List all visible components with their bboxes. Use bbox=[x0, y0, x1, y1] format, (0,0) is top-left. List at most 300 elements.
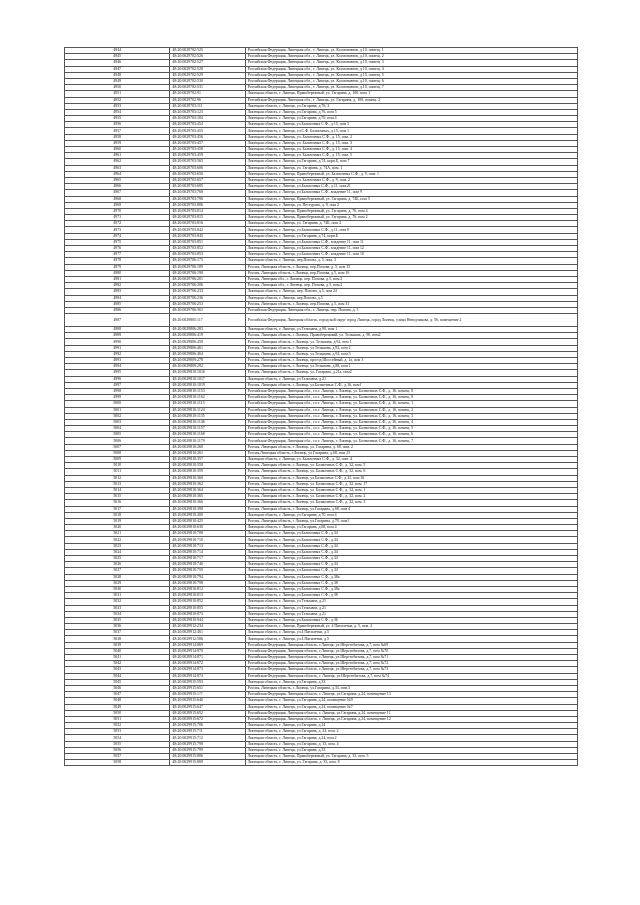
row-number: 5022 bbox=[65, 537, 170, 543]
cadastral-number: 48:20:0029810:750 bbox=[170, 568, 245, 574]
row-number: 4978 bbox=[65, 258, 170, 264]
cadastral-number: 48:20:0029702:526 bbox=[170, 54, 245, 60]
cadastral-number: 48:20:0029810:357 bbox=[170, 457, 245, 463]
address-cell: Российская Федерация, Липецкая область, г.Липецк, ул.Шерстобитова, д.7, пом №73 bbox=[245, 667, 577, 673]
row-number: 5014 bbox=[65, 487, 170, 493]
row-number: 5011 bbox=[65, 469, 170, 475]
row-number: 5042 bbox=[65, 661, 170, 667]
row-number: 5050 bbox=[65, 710, 170, 716]
cadastral-number: 48:20:0029706:253 bbox=[170, 301, 245, 307]
address-cell: Липецкая область, г. Липецк, пер.Попова, д.5 bbox=[245, 295, 577, 301]
cadastral-number: 48:20:0029915:1?? bbox=[170, 692, 245, 698]
address-cell: Россия, Липецкая область, г. Липецк, ул. Балмочных С.Ф., д. 32, пом. 6 bbox=[245, 469, 577, 475]
row-number: 4945 bbox=[65, 54, 170, 60]
row-number: 5037 bbox=[65, 630, 170, 636]
row-number: 4996 bbox=[65, 376, 170, 382]
cadastral-number: 48:20:0029703:806 bbox=[170, 202, 245, 208]
cadastral-number: 48:20:0029912:234 bbox=[170, 624, 245, 630]
cadastral-number: 48:20:0029702:530 bbox=[170, 78, 245, 84]
address-cell: Липецкая область, г. Липецк, ул.Балмочных С.Ф., д.34 bbox=[245, 562, 577, 568]
address-cell: Россия, Липецкая область, г. Липецк, ул. Балмочных С.Ф., д. 32, пом. 3 bbox=[245, 500, 577, 506]
address-cell: Липецкая область, г. Липецк, ул.Балмочных С.Ф., д.38 bbox=[245, 593, 577, 599]
address-cell: Россия, Липецкая область, г. Липецк, ул.Балмочных С.Ф., д.16, пом1 bbox=[245, 382, 577, 388]
address-cell: Россия, Липецкая область, г. Липецк, ул. Гагарина, д.21а, пом2 bbox=[245, 370, 577, 376]
address-cell: Российская Федерация, Липецкая область, г.Липецк, ул.Шерстобитова, д.7, пом №70 bbox=[245, 648, 577, 654]
cadastral-number: 48:20:0029810:746 bbox=[170, 562, 245, 568]
address-cell: Липецкая область, г. Липецк, ул.С.Ф. Балмочных, д.15, пом 1 bbox=[245, 128, 577, 134]
row-number: 5015 bbox=[65, 494, 170, 500]
cadastral-number: 48:20:0029810:717 bbox=[170, 556, 245, 562]
row-number: 4987 bbox=[65, 314, 170, 327]
row-number: 4993 bbox=[65, 358, 170, 364]
cadastral-number: 48:20:0029810:425 bbox=[170, 518, 245, 524]
row-number: 5051 bbox=[65, 716, 170, 722]
table-row bbox=[65, 760, 578, 766]
address-cell: Липецкая область, г. Липецк, ул.Тельмана, д.90, пом 1 bbox=[245, 327, 577, 333]
row-number: 5000 bbox=[65, 401, 170, 407]
address-cell: Липецкая область, г. Липецк, ул. Пестурова, д. 9, пом 2 bbox=[245, 202, 577, 208]
cadastral-number: 48:20:0029703:456 bbox=[170, 134, 245, 140]
row-number: 5010 bbox=[65, 463, 170, 469]
row-number: 4950 bbox=[65, 85, 170, 91]
address-cell: Липецкая область, г. Липецк, ул.Тельмана, д.21 bbox=[245, 376, 577, 382]
row-number: 4994 bbox=[65, 364, 170, 370]
cadastral-number: 48:20:0029915:646 bbox=[170, 698, 245, 704]
address-cell: Российская Федерация, Липецкая обл., г.о.г. Липецк, г. Липецк, ул. Балмочных С.Ф., д. 16, помещ. 4 bbox=[245, 419, 577, 425]
cadastral-number: 48:20:0029810:812 bbox=[170, 586, 245, 592]
address-cell: Россия, Липецкая область, г. Липецк, ул.Тельмана, д.92, пом 2 bbox=[245, 345, 577, 351]
row-number: 4964 bbox=[65, 171, 170, 177]
row-number: 4955 bbox=[65, 116, 170, 122]
address-cell: Российская Федерация, Липецкая область, г. Липецк, ул.Гагарина, д.24, помещение 13 bbox=[245, 692, 577, 698]
cadastral-number: 48:20:0029810:630 bbox=[170, 525, 245, 531]
cadastral-number: 48:20:0029912:461 bbox=[170, 630, 245, 636]
row-number: 4946 bbox=[65, 60, 170, 66]
address-cell: Липецкая область, г. Липецк, ул. Гагарина, д. 74А, пом. 1 bbox=[245, 165, 577, 171]
address-cell: Российская Федерация, Липецкая обл., г. Липецк, ул. Космонавтов, д.10, помещ. 2 bbox=[245, 54, 577, 60]
address-cell: Россия, Липецкая область, г. Липецк, ул.Балмочных С.Ф., д.32, пом 16 bbox=[245, 475, 577, 481]
address-cell: Липецкая область, г. Липецк, ул.Гагарина, д.68, пом 4 bbox=[245, 525, 577, 531]
address-cell: Россия, Липецкая область, г. Липецк, ул.Тельмана, д.88, пом 1 bbox=[245, 364, 577, 370]
address-cell: Российская Федерация, Липецкая обл., г. Липецк, ул. Космонавтов, д.10, помещ. 5 bbox=[245, 72, 577, 78]
cadastral-number: 48:20:0029706:361 bbox=[170, 307, 245, 313]
address-cell: Российская Федерация, Липецкая обл., г. Липецк, ул. Космонавтов, д.10, помещ. 4 bbox=[245, 66, 577, 72]
cadastral-number: 48:20:0029706:206 bbox=[170, 283, 245, 289]
row-number: 5056 bbox=[65, 747, 170, 753]
row-number: 5044 bbox=[65, 673, 170, 679]
address-cell: Липецкая область, г. Липецк, ул.Балмочных С.Ф., д.38а bbox=[245, 574, 577, 580]
row-number: 4973 bbox=[65, 227, 170, 233]
cadastral-number: 48:20:0029810:1153 bbox=[170, 388, 245, 394]
row-number: 5009 bbox=[65, 457, 170, 463]
cadastral-number: 48:20:0029702:527 bbox=[170, 60, 245, 66]
address-cell: Липецкая область, г. Липецк, ул.Балмочных С.Ф., владение 11, пом 9 bbox=[245, 190, 577, 196]
row-number: 4958 bbox=[65, 134, 170, 140]
row-number: 5026 bbox=[65, 562, 170, 568]
cadastral-number: 48:20:0029703:454 bbox=[170, 122, 245, 128]
cadastral-number: 48:20:0029914:874 bbox=[170, 673, 245, 679]
address-cell: Россия, Липецкая область, г. Липецк, ул.Гагарина, д.33, пом.3 bbox=[245, 685, 577, 691]
address-cell: Российская Федерация, Липецкая обл., г.о.г. Липецк, г. Липецк, ул. Балмочных С.Ф., д. 16, помещ. 6 bbox=[245, 432, 577, 438]
address-cell: Россия, Липецкая область, г. Липецк, ул.Тельмана, д.92, пом 3 bbox=[245, 351, 577, 357]
address-cell: Российская Федерация, Липецкая область, г.Липецк, ул.Шерстобитова, д.7, пом №72 bbox=[245, 661, 577, 667]
cadastral-number: 48:20:0029915:799 bbox=[170, 747, 245, 753]
address-cell: Российская Федерация, Липецкая обл., г. Липецк, ул. Космонавтов, д.10, помещ. 7 bbox=[245, 85, 577, 91]
address-cell: Липецкая область, г. Липецк, ул.Балмочных С.Ф., владение 11, пом 12 bbox=[245, 246, 577, 252]
cadastral-number: 48:20:0029706:175 bbox=[170, 258, 245, 264]
address-cell: Липецкая область, г. Липецк, ул.Тельмана, д.21 bbox=[245, 605, 577, 611]
address-cell: Липецкая область, г. Липецк, ул.Гагарина, д.76, 3 bbox=[245, 103, 577, 109]
row-number: 4972 bbox=[65, 221, 170, 227]
cadastral-number: 48:20:0029810:855 bbox=[170, 605, 245, 611]
row-number: 4965 bbox=[65, 177, 170, 183]
address-cell: Липецкая область, г. Липецк, ул.Балмочных С.Ф., д.34 bbox=[245, 556, 577, 562]
cadastral-number: 48:20:0029806:464 bbox=[170, 351, 245, 357]
cadastral-number: 48:20:0029702:531 bbox=[170, 85, 245, 91]
cadastral-number: 48:20:0029703:853 bbox=[170, 252, 245, 258]
row-number: 5047 bbox=[65, 692, 170, 698]
row-number: 5031 bbox=[65, 593, 170, 599]
cadastral-number: 48:20:0029810:360 bbox=[170, 475, 245, 481]
row-number: 5046 bbox=[65, 685, 170, 691]
address-cell: Липецкая область, г. Липецк, ул.Гагарина, д.24, пом 2 bbox=[245, 735, 577, 741]
address-cell: Липецкая область, г. Липецк, ул.Гагарина, д.70, пом 4 bbox=[245, 512, 577, 518]
address-cell: Липецкая область, г. Липецк, ул. Балмочных С.Ф., д. 15, пом. 5 bbox=[245, 153, 577, 159]
address-cell: Липецкая область, г. Липецк, ул.Гагарина, д.74, корп.Б bbox=[245, 233, 577, 239]
cadastral-number: 48:20:0029810:261 bbox=[170, 450, 245, 456]
cadastral-number: 48:20:0029810:366 bbox=[170, 500, 245, 506]
cadastral-number: 48:20:0029914:869 bbox=[170, 642, 245, 648]
address-cell: Российская Федерация, Липецкая область, г.Липецк, ул.Шерстобитова, д.7, пом №69 bbox=[245, 642, 577, 648]
address-cell: Липецкая область, г. Липецк, Правобережный, ул. Балмочных С.Ф., д. 9, пом. 1 bbox=[245, 171, 577, 177]
cadastral-number: 48:20:0029810:944 bbox=[170, 617, 245, 623]
address-cell: Российская Федерация, Липецкая область, г.Липецк, ул.Шерстобитова, д.7, пом №71 bbox=[245, 655, 577, 661]
cadastral-number: 48:20:0029703:459 bbox=[170, 153, 245, 159]
cadastral-number: 48:20:0029703:184 bbox=[170, 116, 245, 122]
cadastral-number: 48:20:0029810:798 bbox=[170, 580, 245, 586]
address-cell: Российская Федерация, Липецкая обл., г.о.г. Липецк, г. Липецк, ул. Балмочных С.Ф., д. 16, помещ. 8 bbox=[245, 388, 577, 394]
cadastral-number: 48:20:0029810:713 bbox=[170, 543, 245, 549]
row-number: 5007 bbox=[65, 444, 170, 450]
row-number: 4956 bbox=[65, 122, 170, 128]
cadastral-number: 48:20:0029914:871 bbox=[170, 655, 245, 661]
row-number: 4990 bbox=[65, 339, 170, 345]
address-cell: Липецкая область, г. Липецк, ул.Гагарина, д.24, помещение №7 bbox=[245, 704, 577, 710]
row-number: 4980 bbox=[65, 270, 170, 276]
row-number: 4949 bbox=[65, 78, 170, 84]
address-cell: Липецкая область, г. Липецк, ул.Балмочных С.Ф., д.11, пом.21 bbox=[245, 184, 577, 190]
row-number: 5027 bbox=[65, 568, 170, 574]
cadastral-number: 48:20:0029810:794 bbox=[170, 574, 245, 580]
cadastral-number: 48:20:0029706:190 bbox=[170, 270, 245, 276]
cadastral-number: 48:20:0029702:528 bbox=[170, 66, 245, 72]
cadastral-number: 48:20:0029703:815 bbox=[170, 215, 245, 221]
row-number: 5019 bbox=[65, 518, 170, 524]
cadastral-number: 48:20:0029703:656 bbox=[170, 171, 245, 177]
cadastral-number: 48:20:0029706:189 bbox=[170, 264, 245, 270]
row-number: 5012 bbox=[65, 475, 170, 481]
row-number: 4968 bbox=[65, 196, 170, 202]
row-number: 4959 bbox=[65, 140, 170, 146]
cadastral-number: 48:20:0029703:123 bbox=[170, 109, 245, 115]
cadastral-number: 48:20:0029702:529 bbox=[170, 72, 245, 78]
row-number: 5041 bbox=[65, 655, 170, 661]
cadastral-number: 48:20:0029703:457 bbox=[170, 140, 245, 146]
address-cell: Липецкая область, г. Липецк, ул.Балмочных С.Ф., д.38а bbox=[245, 586, 577, 592]
cadastral-number: 48:20:0029915:800 bbox=[170, 760, 245, 766]
address-cell: Липецкая область, г. Липецк, ул.Балмочных С.Ф., д.34 bbox=[245, 543, 577, 549]
cadastral-number: 48:20:0029703:814 bbox=[170, 208, 245, 214]
cadastral-number: 48:20:0029806:283 bbox=[170, 327, 245, 333]
row-number: 4944 bbox=[65, 48, 170, 54]
address-cell: Россия, Липецкая область, г. Липецк, ул. Балмочных С.Ф., д. 32, пом. 17 bbox=[245, 481, 577, 487]
cadastral-number: 48:20:0029703:842 bbox=[170, 227, 245, 233]
row-number: 5034 bbox=[65, 611, 170, 617]
cadastral-number: 48:20:0029810:400 bbox=[170, 512, 245, 518]
cadastral-number: 48:20:0029806:461 bbox=[170, 345, 245, 351]
address-cell: Липецкая область, г. Липецк, ул.Балмочных С.Ф., д.34 bbox=[245, 537, 577, 543]
row-number: 5008 bbox=[65, 450, 170, 456]
row-number: 4962 bbox=[65, 159, 170, 165]
row-number: 4969 bbox=[65, 202, 170, 208]
address-cell: Российская Федерация, Липецкая обл., г.о.г. Липецк, г. Липецк, ул. Балмочных С.Ф., д. 16, помещ. 2 bbox=[245, 407, 577, 413]
address-cell: Российская Федерация, Липецкая область, городской округ город Липецк, город Липецк, улица Неводчикова, д. 56, помещение 2 bbox=[245, 314, 577, 327]
row-number: 5018 bbox=[65, 512, 170, 518]
address-cell: Липецкая область, г. Липецк, ул.4 Пятилетки, д.5 bbox=[245, 630, 577, 636]
cadastral-number: 48:20:0029810:813 bbox=[170, 593, 245, 599]
row-number: 5058 bbox=[65, 760, 170, 766]
row-number: 4948 bbox=[65, 72, 170, 78]
address-cell: Россия, Липецкая область, г. Липецк, ул.Гагарина, д.68, пом 4 bbox=[245, 506, 577, 512]
address-cell: Россия, Липецкая обл., г. Липецк, пер. Попова, д.5, пом 2 bbox=[245, 276, 577, 282]
cadastral-number: 48:20:0029810:260 bbox=[170, 444, 245, 450]
address-cell: Россия, Липецкая область, г. Липецк, ул. Балмочных С.Ф., д. 32, пом. 2 bbox=[245, 494, 577, 500]
address-cell: Липецкая область, г. Липецк, ул. Гагарина, д. 74Б, пом 4 bbox=[245, 221, 577, 227]
cadastral-number: 48:20:0029914:870 bbox=[170, 648, 245, 654]
address-cell: Российская Федерация, Липецкая область, г. Липецк, ул.Гагарина, д.24, помещение 12 bbox=[245, 716, 577, 722]
cadastral-number: 48:20:0029703:852 bbox=[170, 246, 245, 252]
address-cell: Российская Федерация, Липецкая обл., г. Липецк, пер. Попова, д. 5 bbox=[245, 307, 577, 313]
cadastral-number: 48:20:0029703:455 bbox=[170, 128, 245, 134]
row-number: 5035 bbox=[65, 617, 170, 623]
address-cell: Липецкая область, г. Липецк, ул.Гагарина, д.24, помещение №9 bbox=[245, 698, 577, 704]
cadastral-number: 48:20:0029805:117 bbox=[170, 314, 245, 327]
row-number: 4998 bbox=[65, 388, 170, 394]
row-number: 4947 bbox=[65, 66, 170, 72]
row-number: 4979 bbox=[65, 264, 170, 270]
registry-table-body bbox=[65, 48, 578, 766]
cadastral-number: 48:20:0029702:91 bbox=[170, 91, 245, 97]
row-number: 5001 bbox=[65, 407, 170, 413]
row-number: 5043 bbox=[65, 667, 170, 673]
address-cell: Липецкая область, г. Липецк, ул.Гагарина, д. 33, пом. 4 bbox=[245, 741, 577, 747]
cadastral-number: 48:20:0029810:714 bbox=[170, 549, 245, 555]
row-number: 5003 bbox=[65, 419, 170, 425]
row-number: 4974 bbox=[65, 233, 170, 239]
cadastral-number: 48:20:0029806:419 bbox=[170, 333, 245, 339]
address-cell: Липецкая область, г. Липецк, ул. Балмочных С.Ф., д. 32, пом. 4 bbox=[245, 457, 577, 463]
address-cell: Россия, Липецкая область, г. Липецк, проезд Шоссейный, д. 1а, пом 3 bbox=[245, 358, 577, 364]
address-cell: Липецкая область, г. Липецк, Правобережный, ул. Гагарина, д. 76, пом 4 bbox=[245, 208, 577, 214]
row-number: 4971 bbox=[65, 215, 170, 221]
row-number: 5013 bbox=[65, 481, 170, 487]
address-cell: Липецкая область, г. Липецк, пер.Попова, д. 5, пом. 3 bbox=[245, 258, 577, 264]
row-number: 5048 bbox=[65, 698, 170, 704]
row-number: 5016 bbox=[65, 500, 170, 506]
row-number: 5045 bbox=[65, 679, 170, 685]
cadastral-number: 48:20:0029810:398 bbox=[170, 506, 245, 512]
address-cell: Липецкая область, г. Липецк, Правобережный, ул. 4 Пятилетки, д. 5, пом. 2 bbox=[245, 624, 577, 630]
cadastral-number: 48:20:0029810:1016 bbox=[170, 370, 245, 376]
address-cell: Российская Федерация, Липецкая область, г. Липецк, ул.Гагарина, д.24, помещение 11 bbox=[245, 710, 577, 716]
row-number: 5030 bbox=[65, 586, 170, 592]
row-number: 5054 bbox=[65, 735, 170, 741]
cadastral-number: 48:20:0029703:851 bbox=[170, 239, 245, 245]
row-number: 5052 bbox=[65, 723, 170, 729]
address-cell: Российская Федерация, Липецкая обл., г. Липецк, ул. Космонавтов, д.10, помещ. 1 bbox=[245, 48, 577, 54]
cadastral-number: 48:20:0029810:1124 bbox=[170, 407, 245, 413]
cadastral-number: 48:20:0029703:768 bbox=[170, 190, 245, 196]
cadastral-number: 48:20:0029810:1019 bbox=[170, 382, 245, 388]
cadastral-number: 48:20:0029810:708 bbox=[170, 531, 245, 537]
cadastral-number: 48:20:0029915:672 bbox=[170, 716, 245, 722]
cadastral-number: 48:20:0029809:278 bbox=[170, 358, 245, 364]
address-cell: Россия, Липецкая обл., г. Липецк, пер. Попова, д.5, пом.2 bbox=[245, 283, 577, 289]
row-number: 4999 bbox=[65, 395, 170, 401]
row-number: 4984 bbox=[65, 295, 170, 301]
address-cell: Липецкая область, г. Липецк, Правобережный, ул. Гагарина, д. 76, пом 2 bbox=[245, 215, 577, 221]
row-number: 5025 bbox=[65, 556, 170, 562]
row-number: 4960 bbox=[65, 147, 170, 153]
row-number: 4966 bbox=[65, 184, 170, 190]
cadastral-number: 48:20:0029810:364 bbox=[170, 487, 245, 493]
address-cell: Липецкая область, г. Липецк, ул.Балмочных С.Ф., д.34 bbox=[245, 531, 577, 537]
row-number: 4977 bbox=[65, 252, 170, 258]
row-number: 4967 bbox=[65, 190, 170, 196]
address-cell: Россия, Липецкая область, г. Липецк, ул. Балмочных С.Ф., д. 32, пом. 1 bbox=[245, 487, 577, 493]
cadastral-number: 48:20:0029810:362 bbox=[170, 481, 245, 487]
cadastral-number: 48:20:0029703:657 bbox=[170, 177, 245, 183]
cadastral-number: 48:20:0029810:1135 bbox=[170, 413, 245, 419]
row-number: 5057 bbox=[65, 754, 170, 760]
cadastral-number: 48:20:0029915:712 bbox=[170, 735, 245, 741]
cadastral-number: 48:20:0029810:1168 bbox=[170, 432, 245, 438]
address-cell: Россия, Липецкая область, г. Липецк, пер.Попова, д. 5, пом 15 bbox=[245, 264, 577, 270]
address-cell: Липецкая область, г. Липецк, пер. Попова, д.5, пом 24 bbox=[245, 289, 577, 295]
address-cell: Липецкая область, г. Липецк, ул.4 Пятилетки, д.5 bbox=[245, 636, 577, 642]
address-cell: Россия,Липецкая область, г.Липецк, ул.Гагарина, д.68, пом 23 bbox=[245, 450, 577, 456]
registry-table bbox=[64, 47, 578, 766]
row-number: 5023 bbox=[65, 543, 170, 549]
address-cell: Российская Федерация, Липецкая обл., г.о.г. Липецк, г. Липецк, ул. Балмочных С.Ф., д. 16, помещ. 7 bbox=[245, 438, 577, 444]
cadastral-number: 48:20:0029810:1113 bbox=[170, 401, 245, 407]
row-number: 5028 bbox=[65, 574, 170, 580]
cadastral-number: 48:20:0029810:1162 bbox=[170, 395, 245, 401]
row-number: 4997 bbox=[65, 382, 170, 388]
row-number: 4961 bbox=[65, 153, 170, 159]
address-cell: Липецкая область, г. Липецк, ул.Гагарина, д.74, корп.Б, пом 7 bbox=[245, 159, 577, 165]
cadastral-number: 48:20:0029912:586 bbox=[170, 636, 245, 642]
row-number: 5033 bbox=[65, 605, 170, 611]
cadastral-number: 48:20:0029703:845 bbox=[170, 233, 245, 239]
address-cell: Липецкая область, г. Липецк, ул.Балмочных С.Ф., д.34 bbox=[245, 568, 577, 574]
row-number: 4957 bbox=[65, 128, 170, 134]
address-cell: Россия, Липецкая область, г. Липецк, ул. Балмочных С.Ф., д. 32, пом. 5 bbox=[245, 463, 577, 469]
cadastral-number: 48:20:0029915:652 bbox=[170, 710, 245, 716]
address-cell: Российская Федерация, Липецкая обл., г.о.г. Липецк, г. Липецк, ул. Балмочных С.Ф., д. 16, помещ. 3 bbox=[245, 413, 577, 419]
row-number: 4985 bbox=[65, 301, 170, 307]
address-cell: Липецкая область, г. Липецк, ул. Балмочных С.Ф., д. 15, пом. 3 bbox=[245, 140, 577, 146]
address-cell: Липецкая область, г. Липецк, ул. Балмочных С.Ф., д. 15, пом. 4 bbox=[245, 147, 577, 153]
row-number: 4986 bbox=[65, 307, 170, 313]
cadastral-number: 48:20:0029703:458 bbox=[170, 147, 245, 153]
row-number: 5040 bbox=[65, 648, 170, 654]
address-cell: Российская Федерация, Липецкая обл., г.о.г. Липецк, г. Липецк, ул. Балмочных С.Ф., д. 16, помещ. 9 bbox=[245, 395, 577, 401]
address-cell: Российская Федерация, Липецкая обл., г. Липецк, ул. Космонавтов, д.10, помещ. 3 bbox=[245, 60, 577, 66]
address-cell: Липецкая область, г. Липецк, Правобережный, ул. Гагарина, д. 100, пом. 1 bbox=[245, 91, 577, 97]
address-cell: Россия, Липецкая область, г. Липецк, Правобережный, ул. Тельмана, д. 90, пом2 bbox=[245, 333, 577, 339]
address-cell: Липецкая область, г. Липецк, ул.Тельмана, д.21 bbox=[245, 599, 577, 605]
cadastral-number: 48:20:0029809:292 bbox=[170, 364, 245, 370]
address-cell: Липецкая область, г. Липецк, ул.Балмочных С.Ф., д.36 bbox=[245, 617, 577, 623]
cadastral-number: 48:20:0029810:710 bbox=[170, 537, 245, 543]
row-number: 4951 bbox=[65, 91, 170, 97]
cadastral-number: 48:20:0029810:1146 bbox=[170, 419, 245, 425]
row-number: 5017 bbox=[65, 506, 170, 512]
document-page bbox=[64, 47, 578, 766]
address-cell: Липецкая область, г. Липецк, ул.Балмочных С.Ф., д.34 bbox=[245, 549, 577, 555]
row-number: 5002 bbox=[65, 413, 170, 419]
cadastral-number: 48:20:0029810:1017 bbox=[170, 376, 245, 382]
cadastral-number: 48:20:0029810:1157 bbox=[170, 426, 245, 432]
address-cell: Липецкая область, г. Липецк, ул.Гагарина, д.76, пом 4 bbox=[245, 116, 577, 122]
row-number: 4983 bbox=[65, 289, 170, 295]
cadastral-number: 48:20:0029915:651 bbox=[170, 685, 245, 691]
address-cell: Россия, Липецкая область, г. Липецк, пер.Попова, д.5, пом 16 bbox=[245, 270, 577, 276]
row-number: 5004 bbox=[65, 426, 170, 432]
address-cell: Липецкая область, г. Липецк, ул.Балмочных С.Ф., д.11, пом 8 bbox=[245, 227, 577, 233]
cadastral-number: 48:20:0029702:525 bbox=[170, 48, 245, 54]
row-number: 5032 bbox=[65, 599, 170, 605]
cadastral-number: 48:20:0029702:96 bbox=[170, 97, 245, 103]
cadastral-number: 48:20:0029703:606 bbox=[170, 165, 245, 171]
cadastral-number: 48:20:0029806:458 bbox=[170, 339, 245, 345]
row-number: 5038 bbox=[65, 636, 170, 642]
row-number: 5049 bbox=[65, 704, 170, 710]
cadastral-number: 48:20:0029915:711 bbox=[170, 729, 245, 735]
row-number: 4976 bbox=[65, 246, 170, 252]
row-number: 4954 bbox=[65, 109, 170, 115]
row-number: 4995 bbox=[65, 370, 170, 376]
row-number: 4952 bbox=[65, 97, 170, 103]
cadastral-number: 48:20:0029706:201 bbox=[170, 276, 245, 282]
address-cell: Липецкая область, г. Липецк, ул.Балмочных С.Ф., д.15, пом 3 bbox=[245, 122, 577, 128]
address-cell: Россия, Липецкая область, г. Липецк, ул. Тельмана, д.92, пом 1 bbox=[245, 339, 577, 345]
row-number: 5036 bbox=[65, 624, 170, 630]
address-cell: Российская Федерация, Липецкая обл., г.о.г. Липецк, г. Липецк, ул. Балмочных С.Ф., д. 16, помещ. 1 bbox=[245, 401, 577, 407]
cadastral-number: 48:20:0029915:647 bbox=[170, 704, 245, 710]
cadastral-number: 48:20:0029810:1179 bbox=[170, 438, 245, 444]
address-cell: Российская Федерация, Липецкая обл., г. Липецк, ул. Космонавтов, д.10, помещ. 6 bbox=[245, 78, 577, 84]
cadastral-number: 48:20:0029810:358 bbox=[170, 463, 245, 469]
row-number: 5053 bbox=[65, 729, 170, 735]
cadastral-number: 48:20:0029810:359 bbox=[170, 469, 245, 475]
row-number: 5055 bbox=[65, 741, 170, 747]
address-cell: Липецкая область, г. Липецк, ул.Тельмана, д.21 bbox=[245, 611, 577, 617]
cadastral-number: 48:20:0029706:233 bbox=[170, 289, 245, 295]
cadastral-number: 48:20:0029914:873 bbox=[170, 667, 245, 673]
row-number: 4975 bbox=[65, 239, 170, 245]
